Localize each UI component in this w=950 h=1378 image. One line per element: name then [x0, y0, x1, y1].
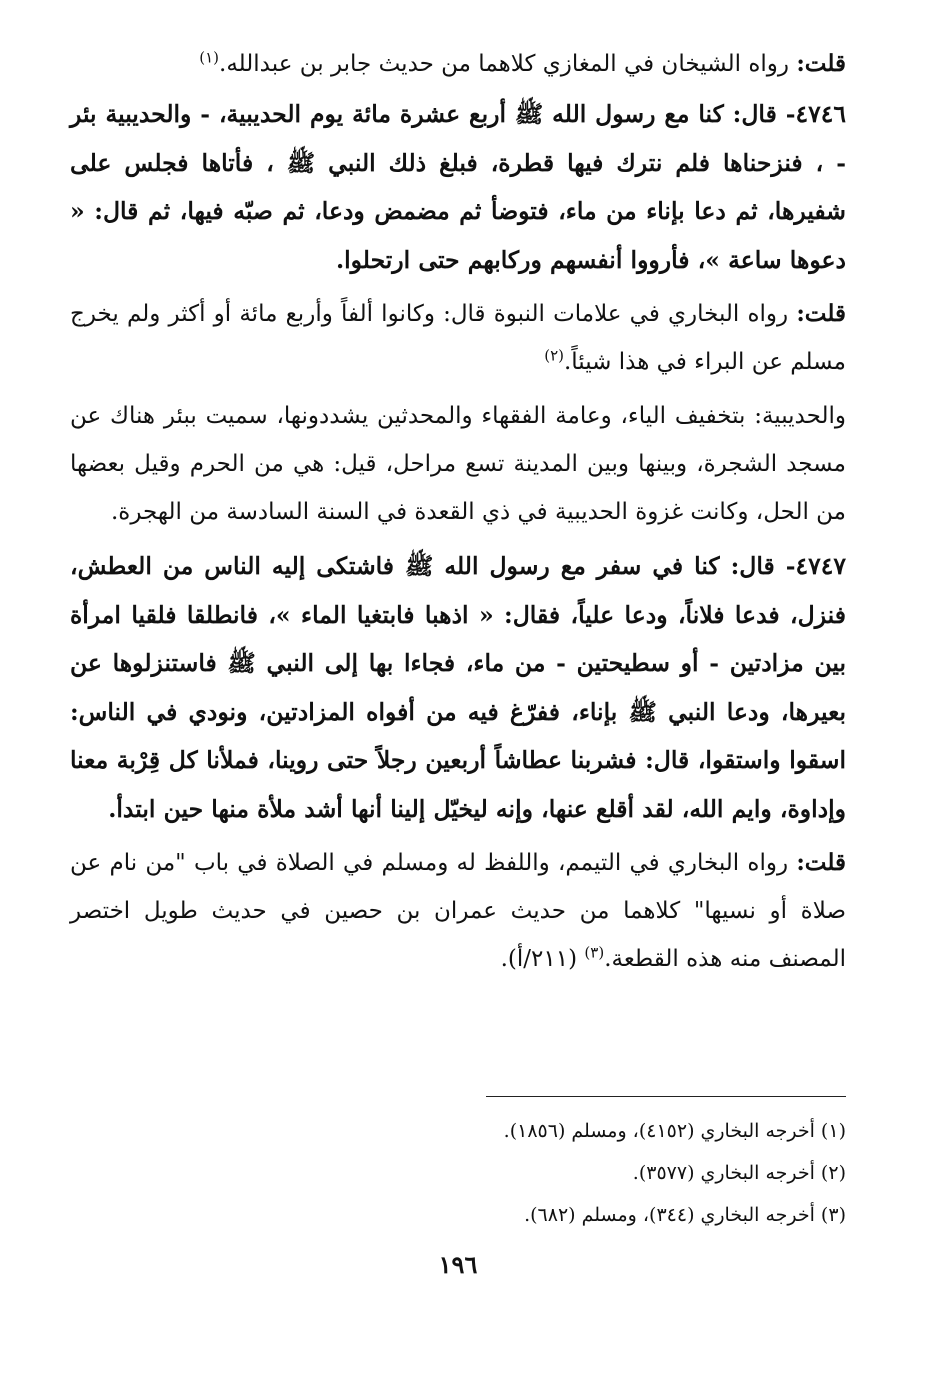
footnote-marker: (٣)	[584, 943, 605, 962]
footnotes	[70, 1110, 846, 1236]
commentary-text: رواه البخاري في علامات النبوة قال: وكانوا ألفاً وأربع مائة أو أكثر ولم يخرج مسلم عن البراء في هذا شيئاً.	[70, 301, 846, 375]
explanation-text: والحديبية: بتخفيف الياء، وعامة الفقهاء والمحدثين يشددونها، سميت ببئر هناك عن مسجد الشجرة، وبينها وبين المدينة تسع مراحل، قيل: هي من الحرم وقيل بعضها من الحل، وكانت غزوة الحديبية في ذي القعدة في السنة السادسة من الهجرة.	[70, 403, 846, 525]
explanation-paragraph	[70, 392, 846, 536]
commentary-label: قلت:	[796, 300, 846, 327]
footnote-1: (١) أخرجه البخاري (٤١٥٢)، ومسلم (١٨٥٦).	[503, 1120, 846, 1142]
commentary-text: رواه البخاري في التيمم، واللفظ له ومسلم في الصلاة في باب "من نام عن صلاة أو نسيها" كلاهما من حديث عمران بن حصين في حديث طويل اختصر المصنف منه هذه القطعة.	[70, 850, 846, 972]
commentary-paragraph-3	[70, 839, 846, 983]
hadith-4747	[70, 542, 846, 833]
hadith-text: قال: كنا في سفر مع رسول الله ﷺ فاشتكى إليه الناس من العطش، فنزل، فدعا فلاناً، ودعا علياً، فقال: « اذهبا فابتغيا الماء »، فانطلقا فلقيا امرأة بين مزادتين - أو سطيحتين - من ماء، فجاءا بها إلى النبي ﷺ فاستنزلوها عن بعيرها، ودعا النبي ﷺ بإناء، ففرّغ فيه من أفواه المزادتين، ونودي في الناس: اسقوا واستقوا، قال: فشربنا عطاشاً أربعين رجلاً حتى روينا، فملأنا كل قِرْبة معنا وإداوة، وايم الله، لقد أقلع عنها، وإنه ليخيّل إلينا أنها أشد ملأة منها حين ابتدأ.	[70, 552, 846, 823]
commentary-paragraph-1	[70, 40, 846, 88]
hadith-number: ٤٧٤٧-	[785, 552, 846, 580]
commentary-label: قلت:	[796, 50, 846, 77]
footnote-marker: (٢)	[544, 346, 564, 365]
book-page	[70, 40, 846, 1360]
manuscript-folio-reference: (٢١١/أ).	[500, 946, 585, 972]
footnote-3: (٣) أخرجه البخاري (٣٤٤)، ومسلم (٦٨٢).	[524, 1204, 846, 1226]
hadith-4746	[70, 90, 846, 284]
hadith-text: قال: كنا مع رسول الله ﷺ أربع عشرة مائة يوم الحديبية، - والحديبية بئر - ، فنزحناها فلم نترك فيها قطرة، فبلغ ذلك النبي ﷺ ، فأتاها فجلس على شفيرها، ثم دعا بإناء من ماء، فتوضأ ثم مضمض ودعا، ثم صبّه فيها، ثم قال: « دعوها ساعة »، فأرووا أنفسهم وركابهم حتى ارتحلوا.	[70, 100, 846, 274]
hadith-number: ٤٧٤٦-	[785, 100, 846, 128]
commentary-paragraph-2	[70, 290, 846, 386]
footnote-marker: (١)	[199, 48, 220, 67]
footnote-divider	[486, 1096, 846, 1097]
page-number: ١٩٦	[438, 1250, 478, 1279]
commentary-text: رواه الشيخان في المغازي كلاهما من حديث جابر بن عبدالله.	[219, 51, 797, 77]
commentary-label: قلت:	[796, 849, 846, 876]
footnote-2: (٢) أخرجه البخاري (٣٥٧٧).	[632, 1162, 846, 1184]
